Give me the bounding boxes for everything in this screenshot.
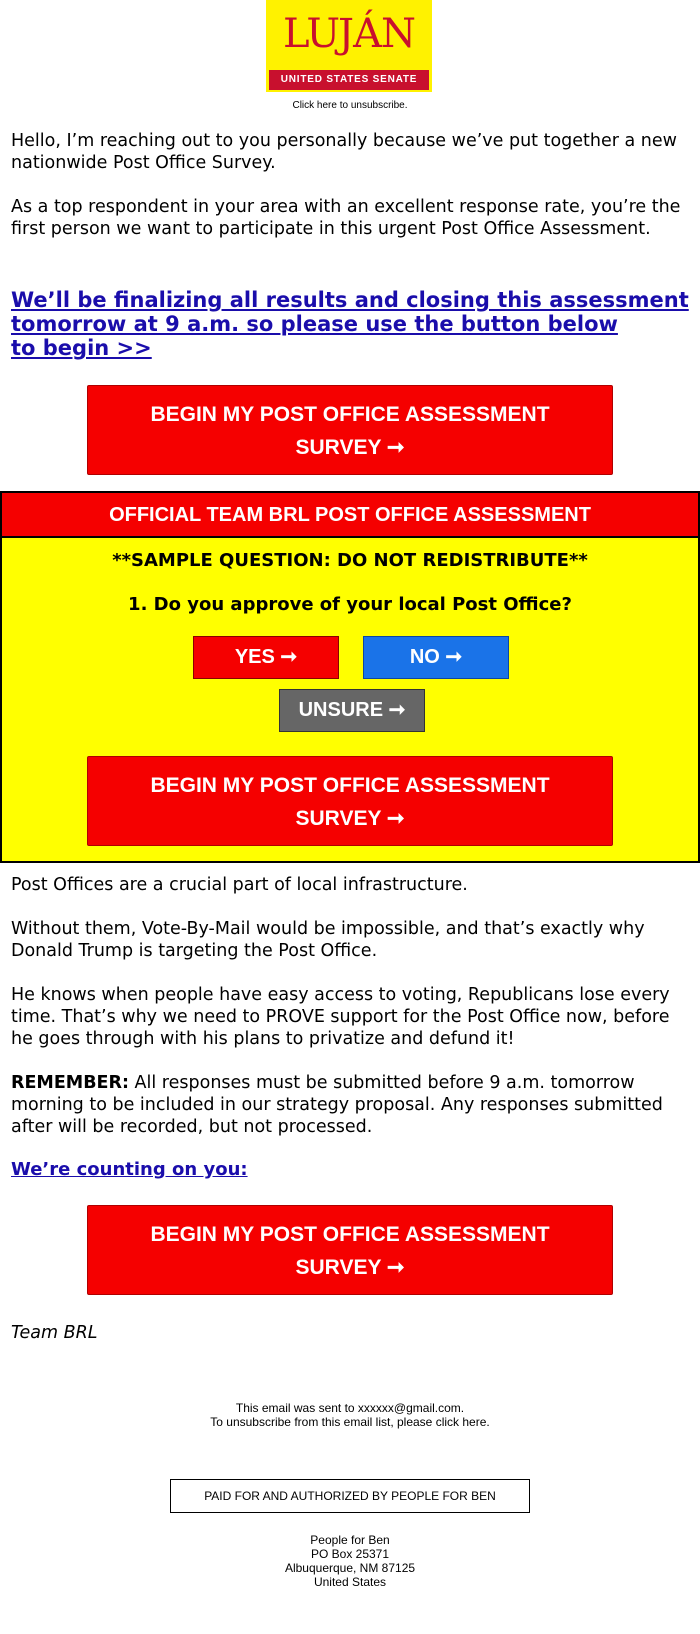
begin-survey-button-2[interactable] (87, 756, 613, 846)
headline-line-2: tomorrow at 9 a.m. so please use the button below (11, 312, 618, 336)
unsubscribe-link-footer[interactable]: To unsubscribe from this email list, please click here. (210, 1415, 490, 1429)
cta-line-2: SURVEY ➞ (295, 807, 405, 830)
remember-text: All responses must be submitted before 9 a.m. tomorrow morning to be included in our strategy proposal. Any responses submitted after will be recorded, but not processed. (11, 1073, 663, 1137)
deadline-headline-link[interactable] (11, 288, 689, 360)
paid-for-disclaimer: PAID FOR AND AUTHORIZED BY PEOPLE FOR BEN (170, 1479, 530, 1513)
remember-paragraph (11, 1072, 689, 1138)
headline-line-3: to begin >> (11, 336, 152, 360)
no-button[interactable]: NO ➞ (363, 636, 509, 679)
body-paragraph-1: Post Offices are a crucial part of local infrastructure. (11, 875, 468, 895)
sent-to-notice: This email was sent to xxxxxx@gmail.com. (235, 1401, 465, 1415)
headline-line-1: We’ll be finalizing all results and closing this assessment (11, 288, 689, 312)
body-paragraph-3: He knows when people have easy access to voting, Republicans lose every time. That’s why we need to PROVE support for the Post Office now, before he goes through with his plans to privatize and defund it! (11, 985, 670, 1049)
email-header (0, 0, 700, 116)
survey-question: 1. Do you approve of your local Post Office? (128, 594, 572, 615)
cta-line-2: SURVEY ➞ (295, 436, 405, 459)
address-line: United States (313, 1575, 387, 1589)
unsure-button[interactable]: UNSURE ➞ (279, 689, 425, 732)
survey-box (0, 491, 700, 863)
body-paragraph-2: Without them, Vote-By-Mail would be impossible, and that’s exactly why Donald Trump is targeting the Post Office. (11, 919, 645, 961)
cta-line-1: BEGIN MY POST OFFICE ASSESSMENT (150, 1223, 550, 1246)
lujan-senate-logo[interactable] (266, 0, 432, 92)
address-line: PO Box 25371 (310, 1547, 390, 1561)
survey-title: OFFICIAL TEAM BRL POST OFFICE ASSESSMENT (2, 493, 698, 538)
signature: Team BRL (11, 1323, 98, 1343)
counting-on-you-link[interactable]: We’re counting on you: (11, 1159, 248, 1180)
mailing-address (0, 1533, 700, 1589)
begin-survey-button-3[interactable] (87, 1205, 613, 1295)
intro-paragraph-1: Hello, I’m reaching out to you personally because we’ve put together a new nationwide Post Office Survey. (11, 131, 677, 173)
cta-line-1: BEGIN MY POST OFFICE ASSESSMENT (150, 774, 550, 797)
remember-label: REMEMBER: (11, 1073, 129, 1093)
address-line: People for Ben (310, 1533, 390, 1547)
unsubscribe-link-top[interactable]: Click here to unsubscribe. (292, 100, 408, 111)
cta-line-1: BEGIN MY POST OFFICE ASSESSMENT (150, 403, 550, 426)
yes-button[interactable]: YES ➞ (193, 636, 339, 679)
logo-wordmark: LUJÁN (283, 11, 415, 57)
logo-band: UNITED STATES SENATE (269, 70, 429, 90)
cta-line-2: SURVEY ➞ (295, 1256, 405, 1279)
address-line: Albuquerque, NM 87125 (284, 1561, 416, 1575)
sample-question-note: **SAMPLE QUESTION: DO NOT REDISTRIBUTE** (112, 550, 588, 571)
begin-survey-button-1[interactable] (87, 385, 613, 475)
intro-paragraph-2: As a top respondent in your area with an excellent response rate, you’re the first person we want to participate in this urgent Post Office Assessment. (11, 197, 681, 239)
